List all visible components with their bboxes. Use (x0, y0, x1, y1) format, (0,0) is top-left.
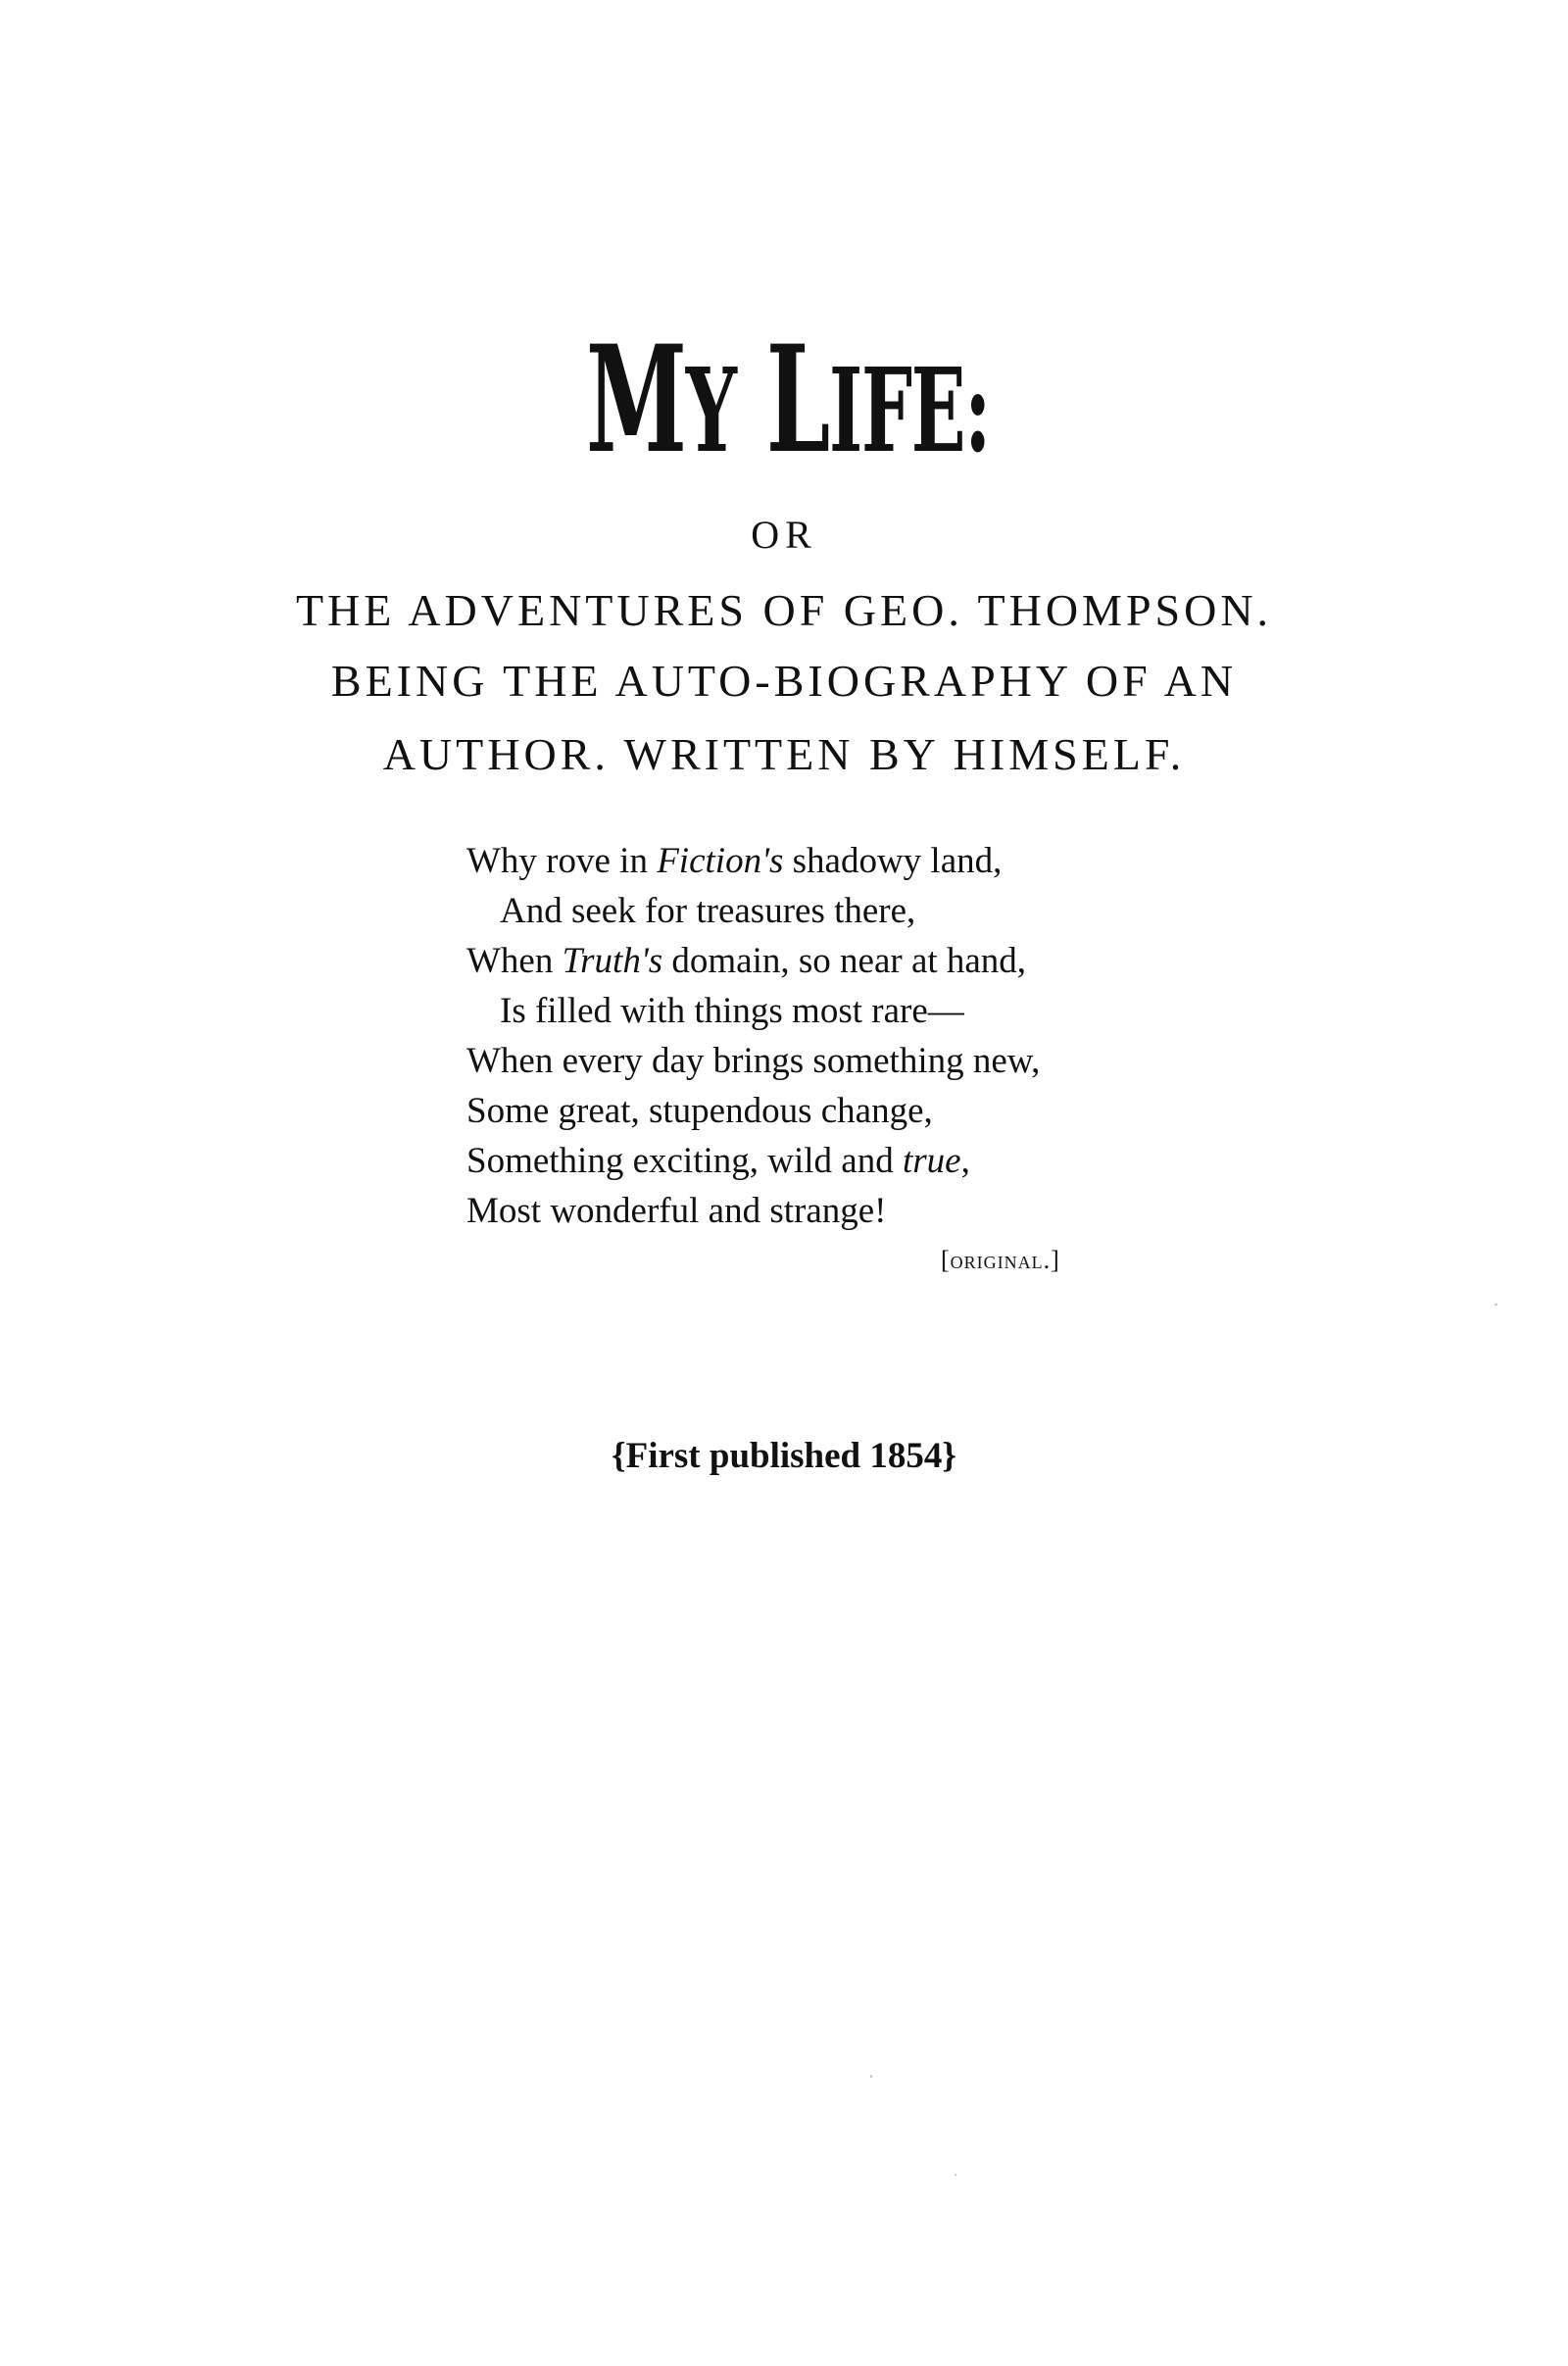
poem-line-1-a: Why rove in (466, 841, 658, 881)
poem-line-3-b: domain, so near at hand, (662, 941, 1027, 981)
title-initial-m: M (586, 314, 686, 486)
title-rest-ife: IFE (829, 342, 965, 478)
poem-line-1-italic: Fiction's (657, 841, 784, 881)
title-rest-y: Y (685, 342, 736, 478)
poem-line-1 (466, 836, 1152, 886)
poem-line-1-b: shadowy land, (783, 841, 1003, 881)
paper-speck (870, 2075, 872, 2078)
poem-line-7-italic: true (902, 1141, 961, 1181)
poem-line-5: When every day brings something new, (466, 1041, 1041, 1081)
poem-attribution: [original.] (941, 1246, 1060, 1274)
poem-line-7-b: , (960, 1141, 970, 1181)
poem-line-8: Most wonderful and strange! (466, 1191, 887, 1231)
poem-line-7-a: Something exciting, wild and (466, 1141, 903, 1181)
subtitle-line-2: BEING THE AUTO-BIOGRAPHY OF AN (330, 656, 1238, 706)
poem-line-4: Is filled with things most rare— (500, 991, 964, 1031)
subtitle-line-3: AUTHOR. WRITTEN BY HIMSELF. (382, 729, 1186, 779)
title-colon: : (964, 342, 990, 478)
poem-line-7 (466, 1136, 1152, 1186)
publication-note: {First published 1854} (612, 1436, 956, 1476)
epigraph-poem (466, 836, 1152, 1236)
or-line: OR (751, 513, 817, 557)
title-initial-l: L (765, 314, 830, 486)
poem-line-3-a: When (466, 941, 563, 981)
subtitle-line-1: THE ADVENTURES OF GEO. THOMPSON. (295, 585, 1273, 635)
main-title (302, 314, 1274, 489)
paper-speck (1494, 1304, 1497, 1306)
paper-speck (955, 2174, 956, 2176)
poem-line-3 (466, 936, 1152, 986)
poem-line-6: Some great, stupendous change, (466, 1091, 933, 1131)
poem-line-3-italic: Truth's (562, 941, 663, 981)
poem-line-2: And seek for treasures there, (500, 891, 916, 931)
